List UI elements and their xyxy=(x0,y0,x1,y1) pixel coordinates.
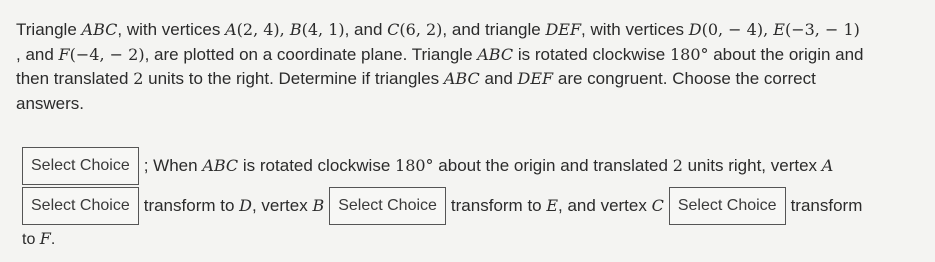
text: is rotated clockwise xyxy=(513,44,670,64)
select-choice-dropdown-2[interactable]: Select Choice xyxy=(22,187,139,225)
text: about the origin and translated xyxy=(433,156,673,175)
problem-statement xyxy=(16,18,928,116)
math-vertex-e: E xyxy=(546,196,559,215)
text: is rotated clockwise xyxy=(238,156,396,175)
math-number: 2 xyxy=(672,156,683,175)
text: transform to xyxy=(450,196,547,215)
text: , and vertex xyxy=(558,196,652,215)
math-coord-f: (−4, − 2) xyxy=(69,44,145,64)
select-choice-dropdown-1[interactable]: Select Choice xyxy=(22,147,139,185)
math-coord-b: (4, 1) xyxy=(301,20,345,39)
answer-tail xyxy=(22,229,55,249)
math-triangle-abc: ABC xyxy=(477,44,514,64)
answer-text xyxy=(446,196,669,216)
math-degrees: 180° xyxy=(669,44,709,64)
answer-text xyxy=(139,196,329,216)
text: transform to xyxy=(143,196,240,215)
problem-line-2 xyxy=(16,43,928,68)
text: , and xyxy=(16,44,59,64)
text: , xyxy=(763,20,774,39)
problem-line-1 xyxy=(16,18,928,43)
text: , with vertices xyxy=(117,20,226,39)
text: to xyxy=(22,231,40,248)
text: , vertex xyxy=(251,196,313,215)
text: , and triangle xyxy=(442,20,546,39)
math-number: 2 xyxy=(133,69,144,88)
math-coord-d: (0, − 4) xyxy=(701,20,764,39)
text: are congruent. Choose the correct xyxy=(553,69,816,88)
answer-text: transform xyxy=(790,196,863,215)
math-vertex-c: C xyxy=(651,196,664,215)
text: . xyxy=(50,231,56,248)
math-vertex-f: F xyxy=(39,229,51,248)
math-vertex-b: B xyxy=(289,20,302,39)
math-vertex-c: C xyxy=(387,20,400,39)
text: , xyxy=(279,20,290,39)
math-triangle-abc: ABC xyxy=(202,156,239,175)
text: ; When xyxy=(143,156,203,175)
select-choice-dropdown-3[interactable]: Select Choice xyxy=(329,187,446,225)
text: Triangle xyxy=(16,20,82,39)
answer-text xyxy=(139,156,839,176)
math-coord-c: (6, 2) xyxy=(399,20,443,39)
math-triangle-def: DEF xyxy=(517,69,554,88)
math-vertex-f: F xyxy=(58,44,70,64)
text: , with vertices xyxy=(581,20,689,39)
text: and xyxy=(479,69,518,88)
problem-line-4: answers. xyxy=(16,93,85,113)
select-choice-dropdown-4[interactable]: Select Choice xyxy=(669,187,786,225)
math-vertex-d: D xyxy=(239,196,252,215)
text: then translated xyxy=(16,69,134,88)
math-triangle-abc: ABC xyxy=(81,20,118,39)
math-vertex-a: A xyxy=(225,20,237,39)
math-vertex-e: E xyxy=(773,20,785,39)
text: about the origin and xyxy=(708,44,864,64)
answer-row-2 xyxy=(22,187,867,225)
math-vertex-d: D xyxy=(688,20,702,39)
text: units to the right. Determine if triangles xyxy=(143,69,444,88)
math-coord-e: (−3, − 1) xyxy=(784,20,860,39)
math-triangle-def: DEF xyxy=(545,20,582,39)
math-degrees: 180° xyxy=(395,156,434,175)
problem-line-3 xyxy=(16,67,928,92)
text: , and xyxy=(344,20,388,39)
math-vertex-a: A xyxy=(821,156,834,175)
text: , are plotted on a coordinate plane. Triangle xyxy=(144,44,478,64)
math-triangle-abc: ABC xyxy=(443,69,480,88)
math-coord-a: (2, 4) xyxy=(236,20,280,39)
answer-row-1 xyxy=(22,147,838,185)
text: units right, vertex xyxy=(682,156,822,175)
math-vertex-b: B xyxy=(312,196,325,215)
